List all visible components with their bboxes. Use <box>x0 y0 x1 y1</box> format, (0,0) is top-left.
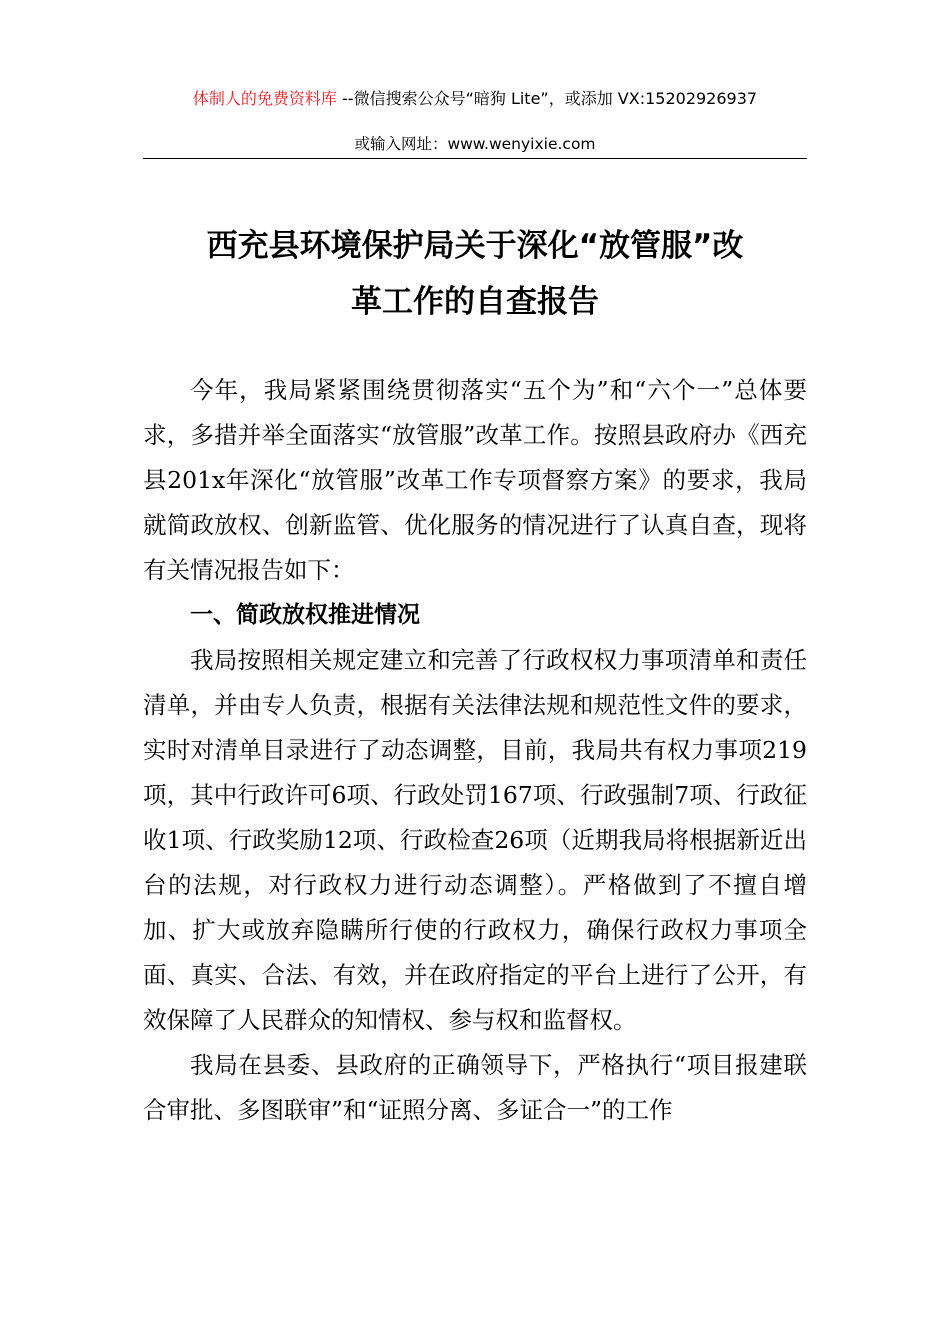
promo-text: --微信搜索公众号“暗狗 Lite”，或添加 VX:15202926937 <box>336 89 758 108</box>
title-line-2: 革工作的自查报告 <box>351 284 599 320</box>
intro-paragraph: 今年，我局紧紧围绕贯彻落实“五个为”和“六个一”总体要求，多措并举全面落实“放管服”改革工作。按照县政府办《西充县201x年深化“放管服”改革工作专项督察方案》的要求，我局就简政放权、创新监管、优化服务的情况进行了认真自查，现将有关情况报告如下： <box>143 376 807 584</box>
body-paragraph: 我局在县委、县政府的正确领导下，严格执行“项目报建联合审批、多图联审”和“证照分离、多证合一”的工作 <box>143 1051 807 1124</box>
header-divider <box>143 158 807 159</box>
section-heading: 一、简政放权推进情况 <box>190 602 420 628</box>
title-line-1: 西充县环境保护局关于深化“放管服”改 <box>206 228 744 264</box>
watermark-header <box>0 86 950 109</box>
brand-text: 体制人的免费资料库 <box>192 89 337 108</box>
page-title <box>143 218 807 330</box>
body-paragraph: 我局按照相关规定建立和完善了行政权权力事项清单和责任清单，并由专人负责，根据有关法律法规和规范性文件的要求，实时对清单目录进行了动态调整，目前，我局共有权力事项219项，其中行政许可6项、行政处罚167项、行政强制7项、行政征收1项、行政奖励12项、行政检查26项（近期我局将根据新近出台的法规，对行政权力进行动态调整）。严格做到了不擅自增加、扩大或放弃隐瞒所行使的行政权力，确保行政权力事项全面、真实、合法、有效，并在政府指定的平台上进行了公开，有效保障了人民群众的知情权、参与权和监督权。 <box>143 646 807 1034</box>
document-body <box>143 368 807 1133</box>
url-line: 或输入网址：www.wenyixie.com <box>354 135 596 153</box>
